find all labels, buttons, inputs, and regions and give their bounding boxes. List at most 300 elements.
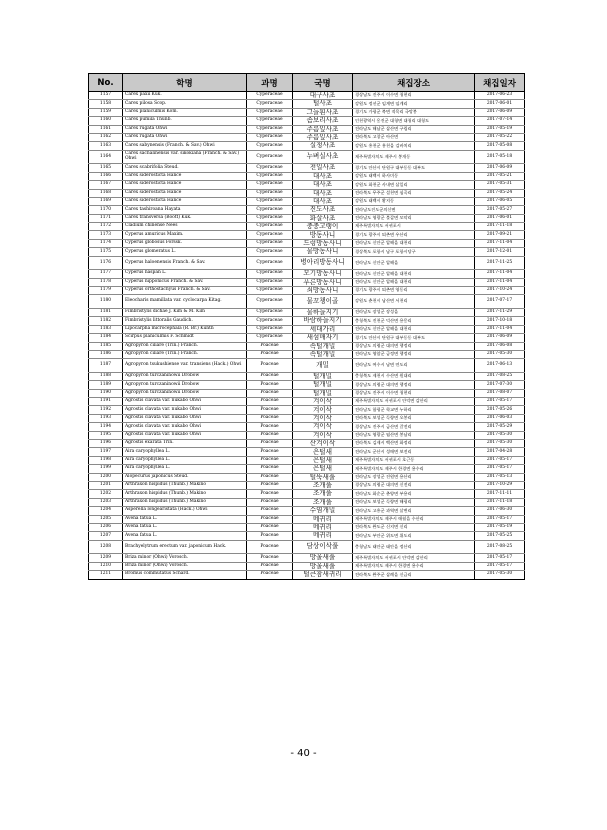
scientific-name: Cyperus amuricus Maxim. <box>123 231 247 239</box>
collection-date: 2017-06-03 <box>475 414 525 422</box>
row-number: 1206 <box>89 523 123 531</box>
table-row <box>89 406 525 414</box>
row-number: 1158 <box>89 100 123 108</box>
collection-date: 2017-11-18 <box>475 498 525 506</box>
collection-site: 전라북도 완주군 삼례읍 신금리 <box>353 571 475 579</box>
scientific-name: Alopecurus japonicus Steud. <box>123 473 247 481</box>
row-number: 1191 <box>89 398 123 406</box>
collection-site: 경상남도 진주시 이수면 청현리 <box>353 389 475 397</box>
korean-name: 겨이삭 <box>293 423 353 431</box>
table-row <box>89 308 525 316</box>
row-number: 1166 <box>89 172 123 180</box>
collection-date: 2017-06-13 <box>475 359 525 373</box>
row-number: 1211 <box>89 571 123 579</box>
row-number: 1197 <box>89 448 123 456</box>
scientific-name: Agrostis clavata var. nukabo Ohwi <box>123 431 247 439</box>
collection-site: 강원도 화천군 사내면 삼일리 <box>353 181 475 189</box>
page-number: - 40 - <box>290 748 317 759</box>
collection-date: 2017-11-18 <box>475 223 525 231</box>
collection-date: 2017-05-30 <box>475 350 525 358</box>
family-name: Cyperaceae <box>247 308 293 316</box>
family-name: Poaceae <box>247 532 293 540</box>
collection-date: 2017-06-09 <box>475 334 525 342</box>
family-name: Poaceae <box>247 515 293 523</box>
family-name: Poaceae <box>247 507 293 515</box>
collection-site: 전라남도 영광군 불갑면 모악리 <box>353 214 475 222</box>
scientific-name: Avena fatua L. <box>123 515 247 523</box>
row-number: 1178 <box>89 278 123 286</box>
scientific-name: Carex scabrifolia Steud. <box>123 164 247 172</box>
korean-name: 속털개밀 <box>293 342 353 350</box>
collection-date: 2017-06-23 <box>475 92 525 100</box>
korean-name: 겨이삭 <box>293 431 353 439</box>
table-row <box>89 342 525 350</box>
family-name: Cyperaceae <box>247 256 293 270</box>
table-row <box>89 482 525 490</box>
collection-site: 전라남도 신안군 압해읍 대천리 <box>353 270 475 278</box>
collection-site: 제주특별자치도 제주시 한경면 용수리 <box>353 465 475 473</box>
family-name: Cyperaceae <box>247 150 293 164</box>
collection-date: 2017-05-27 <box>475 206 525 214</box>
collection-date: 2017-10-18 <box>475 317 525 325</box>
family-name: Poaceae <box>247 456 293 464</box>
collection-site: 충청남도 태안군 태안읍 정산리 <box>353 540 475 554</box>
collection-site: 강원도 태백시 황지동 <box>353 197 475 205</box>
korean-name: 털개밀 <box>293 389 353 397</box>
table-row <box>89 515 525 523</box>
row-number: 1162 <box>89 133 123 141</box>
scientific-name: Carex sabynensis (Franch. & Sav.) Ohwi <box>123 142 247 150</box>
table-row <box>89 197 525 205</box>
collection-site: 제주특별자치도 제주시 봉개동 <box>353 150 475 164</box>
row-number: 1180 <box>89 295 123 309</box>
row-number: 1165 <box>89 164 123 172</box>
family-name: Cyperaceae <box>247 142 293 150</box>
scientific-name: Carex siderosticta Hance <box>123 197 247 205</box>
family-name: Cyperaceae <box>247 325 293 333</box>
collection-date: 2017-06-08 <box>475 342 525 350</box>
table-row <box>89 270 525 278</box>
collection-site: 제주특별자치도 서귀포시 안덕면 감산리 <box>353 554 475 562</box>
table-row <box>89 571 525 579</box>
korean-name: 좀보리사초 <box>293 117 353 125</box>
scientific-name: Scirpus planiculmis F. Schmidt <box>123 334 247 342</box>
korean-name: 수염개밀 <box>293 507 353 515</box>
collection-date: 2017-11-25 <box>475 256 525 270</box>
table-row <box>89 562 525 570</box>
korean-name: 대사초 <box>293 181 353 189</box>
scientific-name: Agrostis clavata var. nukabo Ohwi <box>123 406 247 414</box>
table-row <box>89 317 525 325</box>
scientific-name: Carex tashiroana Hayata <box>123 206 247 214</box>
table-row <box>89 359 525 373</box>
korean-name: 털큰참새귀리 <box>293 571 353 579</box>
collection-date: 2017-10-24 <box>475 287 525 295</box>
scientific-name: Carex paxii Kük. <box>123 92 247 100</box>
table-header <box>89 74 525 92</box>
row-number: 1187 <box>89 359 123 373</box>
row-number: 1170 <box>89 206 123 214</box>
collection-date: 2017-11-11 <box>475 490 525 498</box>
family-name: Poaceae <box>247 406 293 414</box>
family-name: Poaceae <box>247 372 293 380</box>
korean-name: 조개풀 <box>293 482 353 490</box>
table-row <box>89 523 525 531</box>
table-row <box>89 100 525 108</box>
scientific-name: Carex siderosticta Hance <box>123 172 247 180</box>
table-row <box>89 465 525 473</box>
korean-name: 화살사초 <box>293 214 353 222</box>
family-name: Cyperaceae <box>247 100 293 108</box>
korean-name: 푸른방동사니 <box>293 278 353 286</box>
collection-date: 2017-05-19 <box>475 523 525 531</box>
family-name: Cyperaceae <box>247 270 293 278</box>
collection-site: 전라북도 고창군 아산면 <box>353 133 475 141</box>
korean-name: 은털새 <box>293 465 353 473</box>
collection-date: 2017-11-04 <box>475 325 525 333</box>
scientific-name: Cyperus glomeratus L. <box>123 248 247 256</box>
row-number: 1169 <box>89 197 123 205</box>
scientific-name: Fimbristylis littoralis Gaudich. <box>123 317 247 325</box>
scientific-name: Agropyron ciliare (Trin.) Franch. <box>123 342 247 350</box>
row-number: 1194 <box>89 423 123 431</box>
row-number: 1175 <box>89 248 123 256</box>
family-name: Poaceae <box>247 350 293 358</box>
collection-date: 2017-05-17 <box>475 554 525 562</box>
family-name: Poaceae <box>247 540 293 554</box>
scientific-name: Agrostis clavata var. nukabo Ohwi <box>123 414 247 422</box>
collection-date: 2017-06-09 <box>475 164 525 172</box>
table-row <box>89 456 525 464</box>
header-family: 과명 <box>247 74 293 92</box>
korean-name: 겨이삭 <box>293 414 353 422</box>
table-row <box>89 381 525 389</box>
table-row <box>89 507 525 515</box>
collection-site: 전라남도 신안군 압해읍 대천리 <box>353 278 475 286</box>
korean-name: 개밀 <box>293 359 353 373</box>
row-number: 1181 <box>89 308 123 316</box>
family-name: Poaceae <box>247 490 293 498</box>
family-name: Cyperaceae <box>247 117 293 125</box>
table-row <box>89 448 525 456</box>
table-row <box>89 287 525 295</box>
row-number: 1203 <box>89 498 123 506</box>
table-row <box>89 181 525 189</box>
family-name: Cyperaceae <box>247 197 293 205</box>
family-name: Cyperaceae <box>247 231 293 239</box>
korean-name: 은털새 <box>293 448 353 456</box>
korean-name: 털개밀 <box>293 372 353 380</box>
row-number: 1202 <box>89 490 123 498</box>
korean-name: 털개밀 <box>293 381 353 389</box>
row-number: 1176 <box>89 256 123 270</box>
scientific-name: Asperella longearistata (Hack.) Ohwi <box>123 507 247 515</box>
family-name: Cyperaceae <box>247 189 293 197</box>
collection-site: 강원도 춘천시 남산면 서천리 <box>353 295 475 309</box>
collection-date: 2017-08-25 <box>475 372 525 380</box>
korean-name: 담상이삭풀 <box>293 540 353 554</box>
family-name: Cyperaceae <box>247 239 293 247</box>
korean-name: 실청사초 <box>293 142 353 150</box>
table-row <box>89 278 525 286</box>
row-number: 1159 <box>89 108 123 116</box>
table-row <box>89 325 525 333</box>
scientific-name: Cyperus orthostachyus Franch. & Sav. <box>123 287 247 295</box>
table-row <box>89 532 525 540</box>
table-row <box>89 334 525 342</box>
scientific-name: Briza minor (Ohwi) Vorosch. <box>123 562 247 570</box>
collection-site: 전라북도 김제시 백산면 화정리 <box>353 440 475 448</box>
scientific-name: Agropyron ciliare (Trin.) Franch. <box>123 350 247 358</box>
collection-site: 제주특별자치도 서귀포시 <box>353 223 475 231</box>
header-collection-site: 채집장소 <box>353 74 475 92</box>
table-row <box>89 414 525 422</box>
scientific-name: Agropyron turczaninowii Drobow <box>123 381 247 389</box>
korean-name: 메귀리 <box>293 523 353 531</box>
collection-date: 2017-05-17 <box>475 515 525 523</box>
specimen-table-page <box>88 73 524 580</box>
table-row <box>89 223 525 231</box>
family-name: Poaceae <box>247 398 293 406</box>
collection-site: 인천광역시 옹진군 대청면 대청리 대청도 <box>353 117 475 125</box>
collection-site: 충청북도 진천군 덕산면 용몽리 <box>353 317 475 325</box>
scientific-name: Carex sachalinensis var. sikokiana (Franch. & Sav.) Ohwi <box>123 150 247 164</box>
row-number: 1172 <box>89 223 123 231</box>
table-row <box>89 490 525 498</box>
collection-site: 전라남도 여수시 남면 연도리 <box>353 359 475 373</box>
collection-date: 2017-05-17 <box>475 456 525 464</box>
family-name: Poaceae <box>247 342 293 350</box>
scientific-name: Carex pumila Thunb. <box>123 117 247 125</box>
korean-name: 주름잎사초 <box>293 133 353 141</box>
scientific-name: Carex transversa (Boott) Kük. <box>123 214 247 222</box>
family-name: Cyperaceae <box>247 287 293 295</box>
korean-name: 조개풀 <box>293 498 353 506</box>
korean-name: 산겨이삭 <box>293 440 353 448</box>
row-number: 1163 <box>89 142 123 150</box>
scientific-name: Agrostis exarata Trin. <box>123 440 247 448</box>
korean-name: 속털개밀 <box>293 350 353 358</box>
scientific-name: Eleocharis mamillata var. cyclocarpa Kitag. <box>123 295 247 309</box>
collection-date: 2017-05-18 <box>475 150 525 164</box>
collection-date: 2017-05-26 <box>475 406 525 414</box>
family-name: Poaceae <box>247 389 293 397</box>
row-number: 1164 <box>89 150 123 164</box>
korean-name: 겨이삭 <box>293 398 353 406</box>
collection-site: 경기도 가평군 북면 적목리 국망봉 <box>353 108 475 116</box>
korean-name: 충충고랭이 <box>293 223 353 231</box>
family-name: Poaceae <box>247 562 293 570</box>
family-name: Cyperaceae <box>247 278 293 286</box>
korean-name: 드렁방동사니 <box>293 239 353 247</box>
scientific-name: Carex rugata Ohwi <box>123 133 247 141</box>
scientific-name: Aira caryophyllea L. <box>123 448 247 456</box>
row-number: 1177 <box>89 270 123 278</box>
korean-name: 모기방동사니 <box>293 270 353 278</box>
collection-site: 전라남도진도군의신면 <box>353 206 475 214</box>
scientific-name: Agropyron tsukushiense var. transiens (Hack.) Ohwi <box>123 359 247 373</box>
korean-name: 방울새풀 <box>293 554 353 562</box>
collection-site: 전라남도 부안군 위도면 위도리 <box>353 532 475 540</box>
row-number: 1186 <box>89 350 123 358</box>
collection-site: 전라남도 함평군 학교면 누하리 <box>353 406 475 414</box>
table-row <box>89 248 525 256</box>
korean-name: 은털새 <box>293 456 353 464</box>
scientific-name: Cyperus globosus Forssk. <box>123 239 247 247</box>
family-name: Poaceae <box>247 523 293 531</box>
collection-date: 2017-05-31 <box>475 181 525 189</box>
collection-date: 2017-07-30 <box>475 381 525 389</box>
row-number: 1183 <box>89 325 123 333</box>
collection-site: 전라남도 장성군 진원면 용산리 <box>353 473 475 481</box>
table-row <box>89 189 525 197</box>
table-row <box>89 389 525 397</box>
collection-site: 경기도 안산시 단원구 대부동동 대부도 <box>353 334 475 342</box>
row-number: 1207 <box>89 532 123 540</box>
family-name: Poaceae <box>247 571 293 579</box>
collection-date: 2017-06-01 <box>475 100 525 108</box>
scientific-name: Bromus commutatus Schard. <box>123 571 247 579</box>
table-row <box>89 92 525 100</box>
row-number: 1193 <box>89 414 123 422</box>
family-name: Cyperaceae <box>247 172 293 180</box>
korean-name: 물방동사니 <box>293 248 353 256</box>
family-name: Cyperaceae <box>247 181 293 189</box>
korean-name: 누벼실사초 <box>293 150 353 164</box>
table-row <box>89 295 525 309</box>
family-name: Poaceae <box>247 440 293 448</box>
korean-name: 주름잎사초 <box>293 125 353 133</box>
collection-site: 제주특별자치도 서귀포시 안덕면 감산리 <box>353 398 475 406</box>
collection-site: 경상북도 포항시 남구 포항시당구 <box>353 248 475 256</box>
table-row <box>89 473 525 481</box>
table-body <box>89 92 525 580</box>
table-row <box>89 350 525 358</box>
row-number: 1199 <box>89 465 123 473</box>
korean-name: 물꼬챙이골 <box>293 295 353 309</box>
family-name: Cyperaceae <box>247 92 293 100</box>
family-name: Cyperaceae <box>247 334 293 342</box>
korean-name: 물하늘지기 <box>293 308 353 316</box>
row-number: 1208 <box>89 540 123 554</box>
row-number: 1201 <box>89 482 123 490</box>
row-number: 1160 <box>89 117 123 125</box>
specimen-table <box>88 73 525 580</box>
table-row <box>89 172 525 180</box>
row-number: 1198 <box>89 456 123 464</box>
collection-date: 2017-11-04 <box>475 270 525 278</box>
collection-site: 제주특별자치도 제주시 한경면 용수리 <box>353 562 475 570</box>
collection-date: 2017-05-30 <box>475 440 525 448</box>
scientific-name: Cyperus haspan L. <box>123 270 247 278</box>
collection-date: 2017-06-30 <box>475 507 525 515</box>
scientific-name: Avena fatua L. <box>123 532 247 540</box>
family-name: Poaceae <box>247 465 293 473</box>
korean-name: 새섬매자기 <box>293 334 353 342</box>
scientific-name: Carex siderosticta Hance <box>123 181 247 189</box>
korean-name: 털뚝새풀 <box>293 473 353 481</box>
row-number: 1188 <box>89 372 123 380</box>
collection-date: 2017-05-13 <box>475 473 525 481</box>
collection-site: 제주특별자치도 제주시 애월읍 수산리 <box>353 515 475 523</box>
scientific-name: Aira caryophyllea L. <box>123 465 247 473</box>
collection-date: 2017-06-09 <box>475 108 525 116</box>
row-number: 1195 <box>89 431 123 439</box>
family-name: Poaceae <box>247 359 293 373</box>
korean-name: 대사초 <box>293 172 353 180</box>
korean-name: 대사초 <box>293 197 353 205</box>
collection-date: 2017-05-22 <box>475 133 525 141</box>
collection-site: 강원도 정선군 임계면 임계리 <box>353 100 475 108</box>
table-row <box>89 206 525 214</box>
row-number: 1157 <box>89 92 123 100</box>
table-row <box>89 125 525 133</box>
table-row <box>89 150 525 164</box>
collection-date: 2017-09-21 <box>475 231 525 239</box>
collection-site: 충청북도 제천시 수산면 원대리 <box>353 372 475 380</box>
collection-date: 2017-11-04 <box>475 278 525 286</box>
scientific-name: Lipocarpha microcephala (R. Br.) Kunth <box>123 325 247 333</box>
collection-date: 2017-05-17 <box>475 465 525 473</box>
family-name: Poaceae <box>247 381 293 389</box>
scientific-name: Arthraxon hispidus (Thunb.) Makino <box>123 498 247 506</box>
row-number: 1168 <box>89 189 123 197</box>
table-row <box>89 398 525 406</box>
collection-date: 2017-05-30 <box>475 571 525 579</box>
table-row <box>89 498 525 506</box>
scientific-name: Agropyron turczaninowii Drobow <box>123 372 247 380</box>
collection-date: 2017-05-17 <box>475 562 525 570</box>
collection-site: 경상남도 의령군 대의면 행정리 <box>353 381 475 389</box>
collection-date: 2017-10-29 <box>475 482 525 490</box>
collection-site: 경상남도 의령군 대의면 신전리 <box>353 482 475 490</box>
collection-date: 2017-08-07 <box>475 389 525 397</box>
collection-date: 2017-12-01 <box>475 248 525 256</box>
family-name: Cyperaceae <box>247 206 293 214</box>
scientific-name: Avena fatua L. <box>123 523 247 531</box>
table-row <box>89 440 525 448</box>
family-name: Poaceae <box>247 482 293 490</box>
header-no: No. <box>89 74 123 92</box>
korean-name: 조개풀 <box>293 490 353 498</box>
collection-date: 2017-11-29 <box>475 308 525 316</box>
collection-site: 전라남도 군산시 성매면 보전리 <box>353 448 475 456</box>
korean-name: 털사초 <box>293 100 353 108</box>
collection-date: 2017-05-25 <box>475 532 525 540</box>
family-name: Cyperaceae <box>247 164 293 172</box>
collection-date: 2017-05-17 <box>475 398 525 406</box>
korean-name: 진도사초 <box>293 206 353 214</box>
korean-name: 쇠방동사니 <box>293 287 353 295</box>
family-name: Cyperaceae <box>247 295 293 309</box>
collection-date: 2017-05-21 <box>475 172 525 180</box>
table-row <box>89 239 525 247</box>
row-number: 1204 <box>89 507 123 515</box>
korean-name: 병아리방동사니 <box>293 256 353 270</box>
collection-date: 2017-05-30 <box>475 431 525 439</box>
table-row <box>89 214 525 222</box>
row-number: 1196 <box>89 440 123 448</box>
family-name: Poaceae <box>247 423 293 431</box>
scientific-name: Carex rugata Ohwi <box>123 125 247 133</box>
korean-name: 세대가리 <box>293 325 353 333</box>
collection-date: 2017-05-29 <box>475 423 525 431</box>
row-number: 1174 <box>89 239 123 247</box>
row-number: 1209 <box>89 554 123 562</box>
scientific-name: Agrostis clavata var. nukabo Ohwi <box>123 398 247 406</box>
table-row <box>89 256 525 270</box>
collection-site: 경기도 광주시 퇴촌면 영동리 <box>353 287 475 295</box>
